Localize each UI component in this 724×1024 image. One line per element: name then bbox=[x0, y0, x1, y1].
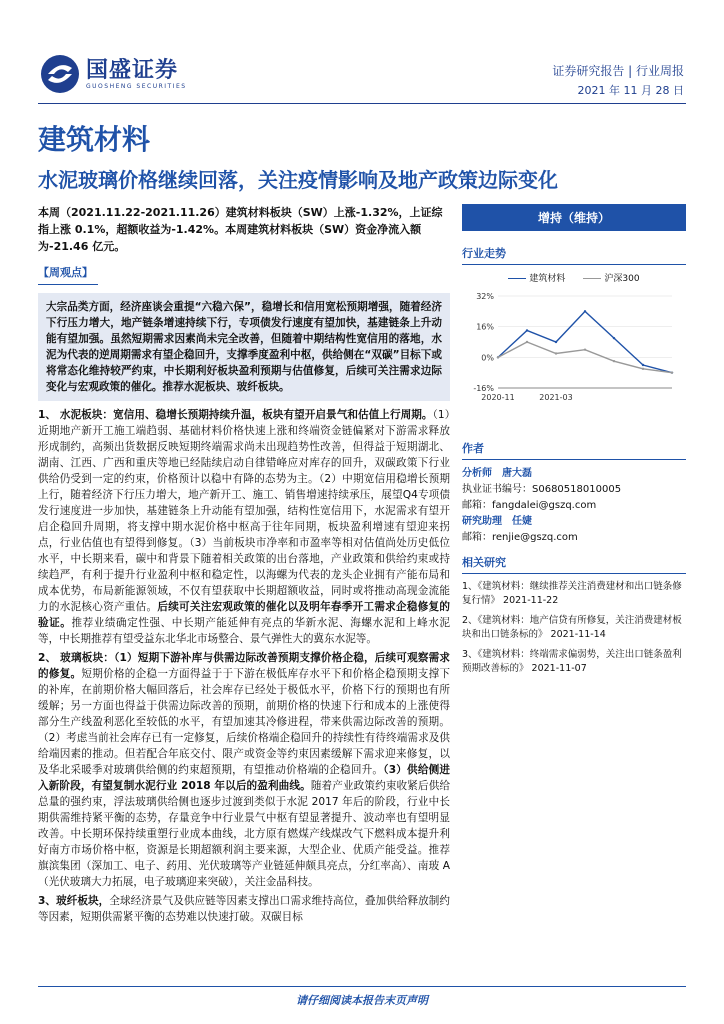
sector-title: 建筑材料 bbox=[38, 123, 151, 156]
view-text: 大宗品类方面，经济座谈会重提“六稳六保”，稳增长和信用宽松预期增强，随着经济下行压力增大，地产链条增速持续下行，专项债发行速度有望加快，基建链条上升动能有望加强。虽然短期需求因素尚未完全改善，但随着中期结构性宽信用的落地，水泥为代表的逆周期需求有望企稳回升，支撑季度盈利中枢，供给侧在“双碳”目标下或将常态化维持较严约束，中长期利好板块盈利预期与估值修复，后续可关注需求边际变化与宏观政策的催化。推荐水泥板块、玻纤板块。 bbox=[38, 293, 450, 401]
report-type: 证券研究报告 | 行业周报 bbox=[552, 64, 684, 78]
guosheng-logo-icon bbox=[40, 54, 80, 94]
section-fiberglass bbox=[38, 893, 450, 925]
section-cement bbox=[38, 407, 450, 647]
fiberglass-text: 全球经济景气及供应链等因素支撑出口需求维持高位，叠加供给释放制约等因素，短期供需紧平衡的态势难以快速打破。双碳目标 bbox=[38, 895, 451, 923]
author-heading: 作者 bbox=[462, 440, 686, 460]
logo-cn: 国盛证券 bbox=[86, 57, 179, 83]
legend-item-sector bbox=[508, 271, 565, 284]
data-point bbox=[497, 356, 499, 358]
related-item[interactable]: 3、《建筑材料：终端需求偏弱势，关注出口链条盈利预期改善标的》 2021-11-07 bbox=[462, 649, 682, 674]
data-point bbox=[584, 348, 586, 350]
assistant-line: 研究助理 任婕 bbox=[462, 516, 532, 527]
series-line bbox=[498, 311, 672, 372]
related-heading: 相关研究 bbox=[462, 554, 686, 574]
headline: 水泥玻璃价格继续回落，关注疫情影响及地产政策边际变化 bbox=[38, 168, 558, 192]
company-logo bbox=[40, 54, 187, 94]
fiberglass-lead: 3、玻纤板块， bbox=[38, 895, 110, 907]
footer-divider bbox=[38, 986, 686, 987]
cement-tail: 推荐业绩确定性强、中长期产能延伸有亮点的华新水泥、海螺水泥和上峰水泥等，中长期推荐有望受益东北华北市场整合、景气弹性大的冀东水泥等。 bbox=[38, 617, 450, 645]
data-point bbox=[642, 368, 644, 370]
x-tick-label: 2020-11 bbox=[481, 393, 515, 402]
header-divider bbox=[38, 103, 686, 104]
y-tick-label: -16% bbox=[473, 384, 494, 393]
logo-en: GUOSHENG SECURITIES bbox=[86, 82, 187, 90]
legend-item-index bbox=[583, 271, 639, 284]
x-tick-label: 2021-03 bbox=[539, 393, 573, 402]
cement-text: （1）近期地产新开工施工端趋弱、基础材料价格快速上涨和终端资金链偏紧对下游需求释放形成制约，高频出货数据反映短期终端需求尚未出现趋势性改善，但得益于短期湖北、湖南、江西、广西和重庆等地已经陆续启动自律错峰应对库存的回升，双碳政策下行业供给仍受到一定的约束，价格预计以稳中有降的态势为主。（2）中期宽信用稳增长预期上行，随着经济下行压力增大，地产新开工、施工、销售增速持续承压，展望Q4专项债发行速度进一步加快，基建链条上升动能有望加强，结构性宽信用下，水泥需求有望开启企稳回升周期，将支撑中期水泥价格中枢高于往年同期，板块盈利增速有望迎来拐点，行业估值也有望得到修复。（3）当前板块市净率和市盈率等相对估值尚处历史低位水平，中长期来看，碳中和背景下随着相关政策的出台落地，产业政策和供给约束或持续趋严，有利于提升行业盈利中枢和稳定性，以海螺为代表的龙头企业拥有产能布局和成本优势，布局新能源领域，不仅有望获取中长期超额收益，同时或将推动高现金流能力的水泥核心资产重估。 bbox=[38, 409, 451, 613]
cement-bold: 后续可关注宏观政策的催化以及明年春季开工需求企稳修复的验证。 bbox=[38, 601, 451, 629]
glass-bold: （3）供给侧进入新阶段，有望复制水泥行业 2018 年以后的盈利曲线。 bbox=[38, 764, 450, 792]
related-item[interactable]: 1、《建筑材料：继续推荐关注消费建材和出口链条修复行情》 2021-11-22 bbox=[462, 581, 682, 606]
sidebar bbox=[462, 204, 686, 682]
trend-heading: 行业走势 bbox=[462, 245, 686, 265]
data-point bbox=[671, 371, 673, 373]
view-tag: 【周观点】 bbox=[38, 266, 93, 279]
summary-intro: 本周（2021.11.22-2021.11.26）建筑材料板块（SW）上涨-1.32%，上证综指上涨 0.1%，超额收益为-1.42%。本周建筑材料板块（SW）资金净流入额为-21.46 亿元。 bbox=[38, 206, 443, 253]
glass-text: 短期价格的企稳一方面得益于于下游在极低库存水平下和价格企稳预期支撑下的补库，在前期价格大幅回落后，社会库存已经处于极低水平，价格下行的预期也有所缓解；另一方面也得益于供需边际改善的预期，前期价格的快速下行和成本的上涨使得部分生产线盈利恶化至较低的水平，有望加速其冷修进程，带来供需边际改善的预期。（2）考虑当前社会库存已有一定修复，后续价格端企稳回升的持续性有待终端需求及供给端因素的推动。但若配合年底交付、限产或资金等约束因素缓解下需求迎来修复，以及华北采暖季对玻璃供给侧的约束超预期，有望推动价格端的企稳回升。 bbox=[38, 668, 451, 776]
rating-badge: 增持（维持） bbox=[462, 204, 686, 231]
analyst-line: 分析师 唐大磊 bbox=[462, 468, 532, 479]
data-point bbox=[526, 329, 528, 331]
data-point bbox=[555, 352, 557, 354]
data-point bbox=[613, 360, 615, 362]
data-point bbox=[555, 341, 557, 343]
legend-label-sector: 建筑材料 bbox=[529, 274, 566, 284]
data-point bbox=[642, 364, 644, 366]
trend-chart bbox=[462, 288, 686, 410]
section-glass bbox=[38, 650, 450, 890]
y-tick-label: 0% bbox=[481, 353, 494, 363]
legend-label-index: 沪深300 bbox=[604, 274, 640, 284]
glass-lead: 2、 玻璃板块：（1）短期下游补库与供需边际改善预期支撑价格企稳，后续可观察需求的修复。 bbox=[38, 652, 450, 680]
main-column bbox=[38, 204, 450, 928]
analyst-email-line: 邮箱：fangdalei@gszq.com bbox=[462, 500, 597, 511]
footer-disclaimer: 请仔细阅读本报告末页声明 bbox=[296, 994, 428, 1007]
data-point bbox=[526, 341, 528, 343]
glass-tail: 随着产业政策约束收紧后供给总量的强约束，浮法玻璃供给侧也逐步过渡到类似于水泥 2017 年后的阶段，行业中长期供需维持紧平衡的态势，存量竞争中行业景气中枢有望显著提升、波动率也有望明显改善。中长期环保持续重塑行业成本曲线，北方原有燃煤产线煤改气下燃料成本提升利好南方市场价格中枢，资源是长期超额利润主要来源，大型企业、优质产能受益。推荐旗滨集团（深加工、电子、药用、光伏玻璃等产业链延伸颇具亮点，分红率高）、南玻 A（光伏玻璃大力拓展，电子玻璃迎来突破），关注金晶科技。 bbox=[38, 780, 450, 888]
data-point bbox=[584, 310, 586, 312]
related-item[interactable]: 2、《建筑材料：地产信贷有所修复，关注消费建材板块和出口链条标的》 2021-11-14 bbox=[462, 615, 682, 640]
y-tick-label: 32% bbox=[476, 292, 494, 301]
assistant-email-line: 邮箱：renjie@gszq.com bbox=[462, 532, 578, 543]
chart-legend bbox=[462, 271, 686, 284]
report-date: 2021 年 11 月 28 日 bbox=[577, 84, 684, 97]
view-tag-rule bbox=[38, 284, 98, 285]
data-point bbox=[613, 337, 615, 339]
y-tick-label: 16% bbox=[476, 322, 494, 332]
trend-chart-svg bbox=[462, 288, 686, 410]
license-line: 执业证书编号：S0680518010005 bbox=[462, 484, 622, 495]
cement-lead: 1、 水泥板块：宽信用、稳增长预期持续升温，板块有望开启景气和估值上行周期。 bbox=[38, 409, 433, 421]
